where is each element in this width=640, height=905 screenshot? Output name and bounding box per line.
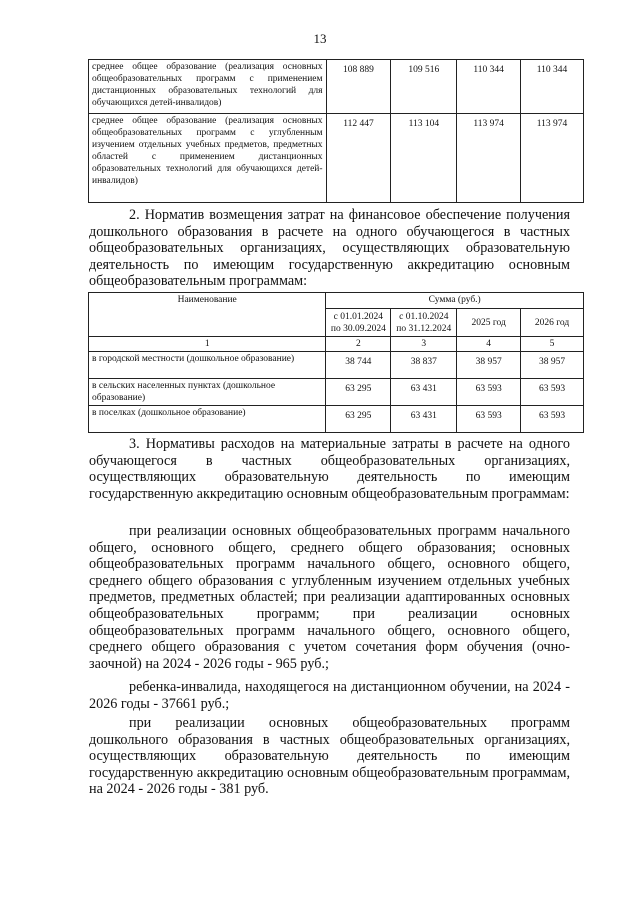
header-name: Наименование [89, 293, 326, 337]
cell-value: 63 593 [521, 379, 584, 406]
cell-value: 113 974 [521, 114, 584, 203]
cell-value: 109 516 [391, 60, 457, 114]
cell-value: 38 837 [391, 352, 457, 379]
cell-value: 63 295 [326, 406, 391, 433]
paragraph-3c: при реализации основных общеобразовательных программ дошкольного образования в частных общеобразовательных организациях, осуществляющих образовательную деятельность по имеющим государственную аккредитацию основным общеобразовательным программам, на 2024 - 2026 годы - 381 руб. [89, 715, 570, 798]
paragraph-3: 3. Нормативы расходов на материальные затраты в расчете на одного обучающегося в частных общеобразовательных организациях, осуществляющих образовательную деятельность по имеющим государственную аккредитацию основным общеобразовательным программам: [89, 436, 570, 502]
header-period: 2025 год [457, 309, 521, 337]
table-row [89, 60, 584, 114]
cell-value: 113 104 [391, 114, 457, 203]
table-header-row [89, 293, 584, 309]
cell-value: 113 974 [457, 114, 521, 203]
cell-value: 63 431 [391, 379, 457, 406]
cell-value: 38 957 [521, 352, 584, 379]
table-row [89, 352, 584, 379]
header-sum: Сумма (руб.) [326, 293, 584, 309]
cell-value: 110 344 [521, 60, 584, 114]
column-number: 5 [521, 337, 584, 352]
cell-value: 108 889 [326, 60, 391, 114]
row-name: среднее общее образование (реализация основных общеобразовательных программ с углубленным изучением отдельных учебных предметов, предметных областей с применением дистанционных образовательных технологий для обучающихся детей-инвалидов) [89, 114, 327, 203]
cell-value: 110 344 [457, 60, 521, 114]
cell-value: 112 447 [326, 114, 391, 203]
norms-table-continued [88, 59, 584, 203]
header-period: с 01.01.2024 по 30.09.2024 [326, 309, 391, 337]
column-number: 3 [391, 337, 457, 352]
paragraph-3b: ребенка-инвалида, находящегося на дистанционном обучении, на 2024 - 2026 годы - 37661 руб.; [89, 679, 570, 712]
preschool-norms-table [88, 292, 584, 433]
cell-value: 63 295 [326, 379, 391, 406]
cell-value: 63 431 [391, 406, 457, 433]
row-name: в поселках (дошкольное образование) [89, 406, 326, 433]
cell-value: 38 744 [326, 352, 391, 379]
paragraph-2: 2. Норматив возмещения затрат на финансовое обеспечение получения дошкольного образования в расчете на одного обучающегося в частных общеобразовательных организациях, осуществляющих образовательную деятельность по имеющим государственную аккредитацию основным общеобразовательным программам: [89, 207, 570, 290]
row-name: среднее общее образование (реализация основных общеобразовательных программ с применением дистанционных образовательных технологий для обучающихся детей-инвалидов) [89, 60, 327, 114]
column-numbers-row [89, 337, 584, 352]
header-period: 2026 год [521, 309, 584, 337]
cell-value: 38 957 [457, 352, 521, 379]
column-number: 2 [326, 337, 391, 352]
cell-value: 63 593 [457, 379, 521, 406]
cell-value: 63 593 [457, 406, 521, 433]
header-period: с 01.10.2024 по 31.12.2024 [391, 309, 457, 337]
table-row [89, 114, 584, 203]
column-number: 4 [457, 337, 521, 352]
cell-value: 63 593 [521, 406, 584, 433]
paragraph-3a: при реализации основных общеобразовательных программ начального общего, основного общего, среднего общего образования; основных общеобразовательных программ начального общего, основного общего, среднего общего образования с углубленным изучением отдельных учебных предметов, предметных областей; при реализации адаптированных основных общеобразовательных программ; при реализации основных общеобразовательных программ начального общего, основного общего, среднего общего образования с учетом сочетания форм обучения (очно-заочной) на 2024 - 2026 годы - 965 руб.; [89, 523, 570, 672]
page-number: 13 [313, 31, 327, 46]
column-number: 1 [89, 337, 326, 352]
row-name: в сельских населенных пунктах (дошкольное образование) [89, 379, 326, 406]
table-row [89, 406, 584, 433]
table-row [89, 379, 584, 406]
row-name: в городской местности (дошкольное образование) [89, 352, 326, 379]
